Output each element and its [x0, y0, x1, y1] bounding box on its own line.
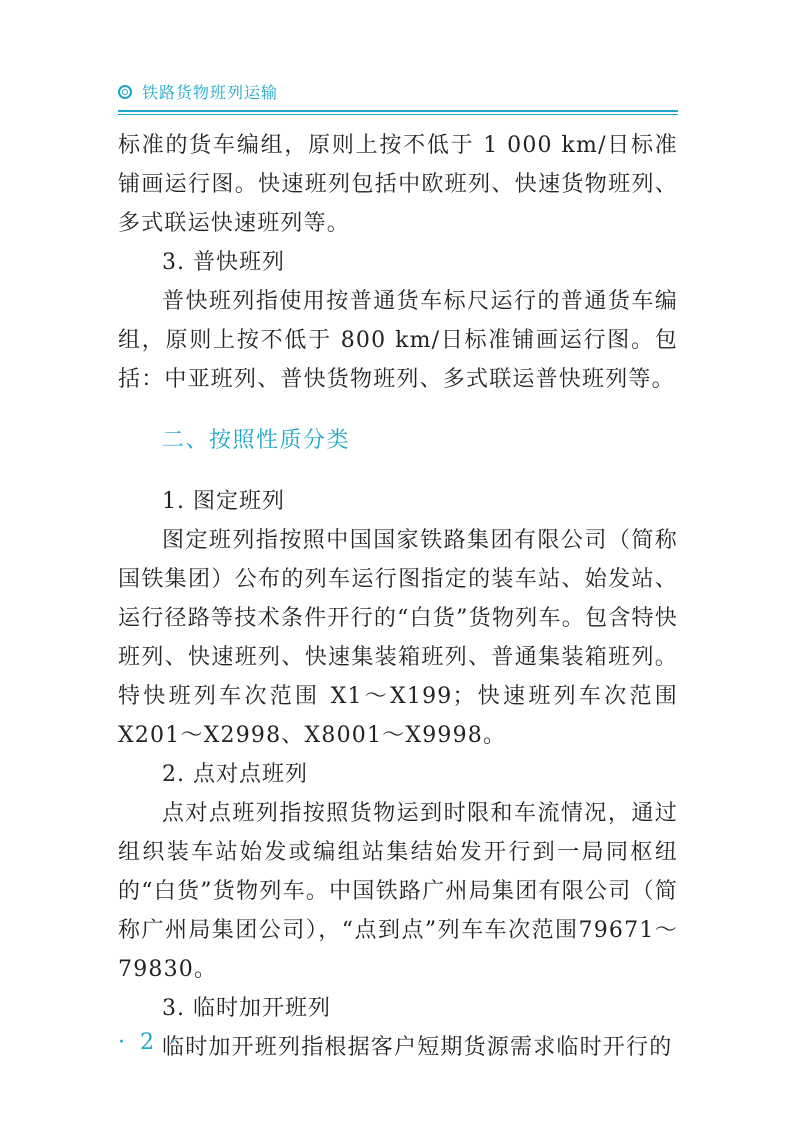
paragraph-dianduidian: 点对点班列指按照货物运到时限和车流情况，通过组织装车站始发或编组站集结始发开行到一局同枢纽的“白货”货物列车。中国铁路广州局集团有限公司（简称广州局集团公司），“点到点”列车车次范围79671～79830。 [118, 801, 678, 982]
paragraph-linshi: 临时加开班列指根据客户短期货源需求临时开行的 [162, 1035, 673, 1060]
subheading-pukuai: 3. 普快班列 [162, 250, 285, 275]
paragraph-tuding: 图定班列指按照中国国家铁路集团有限公司（简称国铁集团）公布的列车运行图指定的装车站、始发站、运行径路等技术条件开行的“白货”货物列车。包含特快班列、快速班列、快速集装箱班列、普通集装箱班列。特快班列车次范围 X1～X199；快速班列车次范围 X201～X2998、X8001～X9998。 [118, 528, 678, 748]
page-number: · 2 · [118, 1030, 180, 1055]
running-header [118, 80, 278, 103]
running-header-title: 铁路货物班列运输 [142, 83, 279, 102]
section-title-nature: 二、按照性质分类 [162, 428, 351, 453]
page-body [118, 126, 678, 1067]
subheading-dianduidian: 2. 点对点班列 [162, 762, 308, 787]
paragraph-pukuai: 普快班列指使用按普通货车标尺运行的普通货车编组，原则上按不低于 800 km/日标准铺画运行图。包括：中亚班列、普快货物班列、多式联运普快班列等。 [118, 289, 678, 392]
header-rule-thick [118, 110, 678, 112]
paragraph-continuation: 标准的货车编组，原则上按不低于 1 000 km/日标准铺画运行图。快速班列包括中欧班列、快速货物班列、多式联运快速班列等。 [118, 133, 678, 236]
header-rule-thin [118, 114, 678, 115]
double-circle-icon [118, 85, 132, 99]
subheading-linshi: 3. 临时加开班列 [162, 996, 331, 1021]
subheading-tuding: 1. 图定班列 [162, 489, 285, 514]
